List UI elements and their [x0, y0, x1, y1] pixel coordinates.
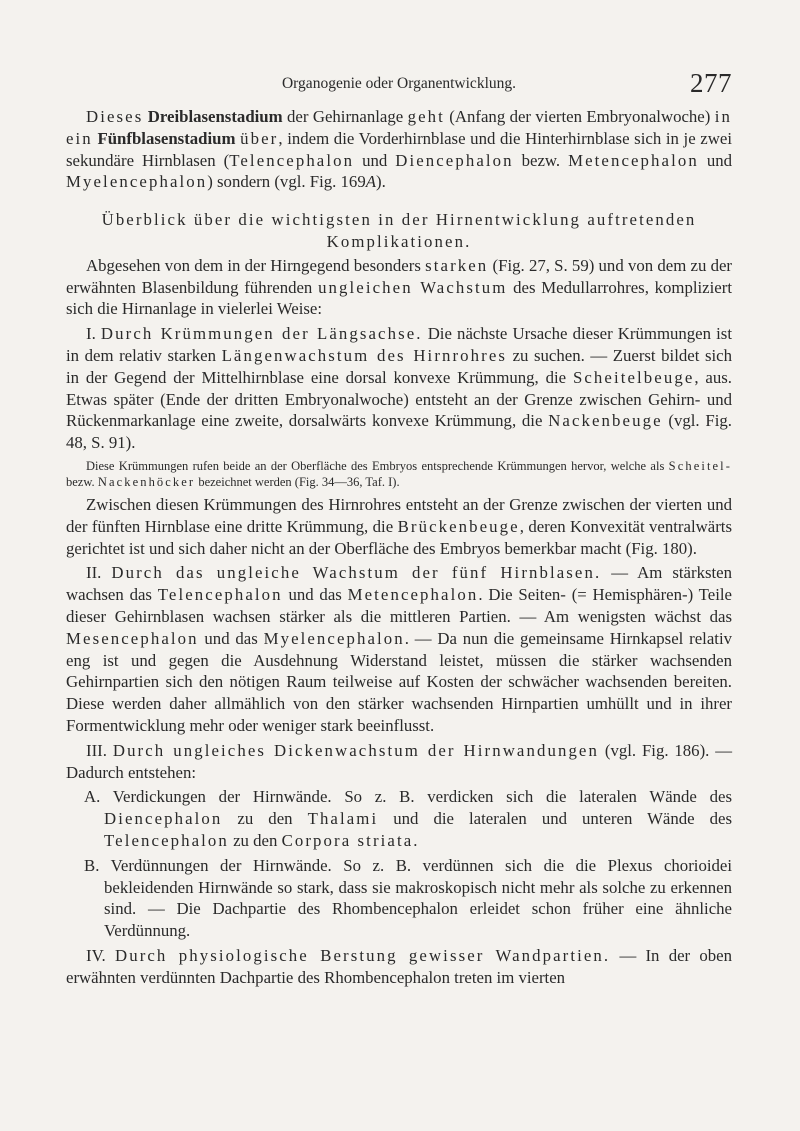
- text-run: — Am stärksten wachsen das: [66, 563, 732, 605]
- text-run: zu den: [222, 809, 308, 829]
- text-run: Die nächste Ursache dieser Krümmungen ist in dem relativ starken: [66, 324, 732, 365]
- text-run: zu suchen. — Zuerst bildet sich in der Gegend der Mittelhirnblase eine dorsal konvexe Krümmung, die: [66, 345, 732, 387]
- text-run: und das: [198, 628, 264, 648]
- section-heading-line: Überblick über die wichtigsten in der Hirnentwicklung auftretenden: [101, 210, 697, 230]
- term: Nackenhöcker: [97, 474, 196, 489]
- text-run: bezeichnet werden (Fig. 34—36, Taf. I).: [195, 474, 400, 489]
- term: Myelencephalon: [66, 172, 208, 192]
- figure-ref-letter: A: [365, 172, 376, 192]
- text-run: bezw.: [513, 150, 569, 170]
- term: Diencephalon: [104, 809, 223, 829]
- paragraph-section-4: [66, 945, 732, 989]
- text-run: ).: [375, 172, 386, 192]
- term: Myelencephalon: [263, 628, 405, 648]
- paragraph-section-3: [66, 740, 732, 784]
- term: ungleichen Wachstum: [318, 277, 508, 297]
- text-run: in ein: [66, 107, 732, 148]
- text-run: . — Da nun die gemeinsame Hirnkapsel relativ eng ist und gegen die Ausdehnung Widerstand leistet, müssen die stärker wachsenden Gehirnpartien sich den nötigen Raum teilweise auf Kosten der schwächer wachsenden bereiten. Diese werden daher allmählich von den stärker wachsenden Hirnpartien umhüllt und in ihrer Formentwicklung mehr oder weniger stark beeinflusst.: [66, 628, 732, 735]
- text-run: und: [354, 150, 396, 170]
- term: Metencephalon: [568, 150, 699, 170]
- text-run: (Anfang der vierten Embryonalwoche): [444, 107, 715, 126]
- text-run: der Gehirnanlage: [282, 107, 408, 126]
- text-run: A. Verdickungen der Hirnwände. So z. B. verdicken sich die lateralen Wände des: [84, 787, 732, 807]
- small-print-note: [66, 458, 732, 490]
- section-title: Durch Krümmungen der Längsachse.: [100, 324, 423, 344]
- term: starken: [425, 255, 489, 275]
- section-heading-line: Komplikationen.: [326, 231, 472, 251]
- section-title: Durch das ungleiche Wachstum der fünf Hirnblasen.: [111, 563, 602, 583]
- text-run: Dieses: [86, 107, 144, 126]
- paragraph-fuenfblasenstadium: [66, 106, 732, 193]
- term: Scheitelbeuge: [572, 367, 695, 387]
- text-run: über: [240, 128, 279, 148]
- text-run: Diese Krümmungen rufen beide an der Oberfläche des Embryos entsprechende Krümmungen hervor, welche als: [86, 458, 669, 473]
- running-title: Organogenie oder Organentwicklung.: [281, 75, 516, 92]
- text-run: . Die Seiten- (= Hemisphären-) Teile dieser Gehirnblasen wachsen stärker als die mittleren Partien. — Am wenigsten wächst das: [66, 585, 732, 626]
- term: Scheitel-: [668, 458, 732, 473]
- paragraph-brueckenbeuge: [66, 494, 732, 559]
- paragraph-section-1: [66, 323, 732, 454]
- text-run: .: [413, 830, 418, 850]
- list-item-b: [66, 855, 732, 942]
- term: Metencephalon: [347, 585, 479, 605]
- text-run: , indem die Vorderhirnblase und die Hinterhirnblase sich in je zwei sekundäre Hirnblasen (: [66, 128, 732, 170]
- text-run: , deren Konvexität ventralwärts gerichtet ist und sich daher nicht an der Oberfläche des Embryos bemerkbar macht (Fig. 180).: [66, 516, 732, 558]
- section-heading: [66, 209, 732, 253]
- text-run: und die lateralen und unteren Wände des: [378, 809, 733, 829]
- paragraph-section-2: [66, 562, 732, 736]
- text-run: , aus. Etwas später (Ende der dritten Embryonalwoche) entsteht an der Grenze zwischen Gehirn- und Rückenmarkanlage eine zweite, dorsalwärts konvexe Krümmung, die: [66, 367, 732, 431]
- paragraph-intro: [66, 255, 732, 320]
- text-run: und das: [282, 585, 348, 605]
- section-title: Durch ungleiches Dickenwachstum der Hirnwandungen: [112, 740, 599, 760]
- text-run: B. Verdünnungen der Hirnwände. So z. B. verdünnen sich die die Plexus chorioidei bekleidenden Hirnwände so stark, dass sie makroskopisch nicht mehr als solche zu erkennen sind. — Die Dachpartie des Rhombencephalon erleidet schon früher eine ähnliche Verdünnung.: [84, 855, 732, 941]
- text-run: (vgl. Fig. 48, S. 91).: [66, 411, 732, 453]
- section-numeral: III.: [86, 740, 113, 760]
- text-run: zu den: [228, 830, 282, 850]
- term: Telencephalon: [157, 585, 283, 605]
- page-header: [66, 68, 732, 98]
- section-numeral: II.: [86, 563, 112, 583]
- text-run: geht: [407, 107, 445, 126]
- term: Längenwachstum des Hirnrohres: [221, 345, 508, 365]
- page-body: [66, 106, 732, 988]
- term: Brückenbeuge: [397, 516, 520, 536]
- section-title: Durch physiologische Berstung gewisser Wandpartien.: [114, 945, 611, 965]
- text-run: Abgesehen von dem in der Hirngegend besonders: [86, 255, 426, 275]
- text-run: (Fig. 27, S. 59) und von dem zu der erwähnten Blasenbildung führenden: [66, 255, 733, 297]
- term: Thalami: [307, 809, 379, 829]
- text-run: bezw.: [66, 474, 98, 489]
- section-numeral: IV.: [86, 945, 115, 965]
- book-page: [66, 68, 732, 988]
- text-run: des Medullarrohres, kompliziert sich die Hirnanlage in vielerlei Weise:: [66, 277, 732, 319]
- list-item-a: [66, 786, 732, 851]
- term: Nackenbeuge: [548, 411, 663, 431]
- bold-term: Fünfblasenstadium: [97, 128, 236, 148]
- section-numeral: I.: [86, 324, 101, 344]
- text-run: und: [698, 150, 732, 170]
- text-run: ) sondern (vgl. Fig. 169: [207, 172, 366, 192]
- text-run: (vgl. Fig. 186). — Dadurch entstehen:: [66, 740, 733, 782]
- term: Diencephalon: [395, 150, 514, 170]
- text-run: — In der oben erwähnten verdünnten Dachpartie des Rhombencephalon treten im vierten: [66, 945, 732, 987]
- term: Telencephalon: [104, 830, 229, 850]
- bold-term: Dreiblasenstadium: [147, 107, 283, 126]
- text-run: Zwischen diesen Krümmungen des Hirnrohres entsteht an der Grenze zwischen der vierten und der fünften Hirnblase eine dritte Krümmung, die: [66, 494, 732, 536]
- page-number: 277: [690, 68, 732, 98]
- term: Mesencephalon: [66, 628, 199, 648]
- term: Telencephalon: [229, 150, 355, 170]
- term: Corpora striata: [281, 830, 414, 850]
